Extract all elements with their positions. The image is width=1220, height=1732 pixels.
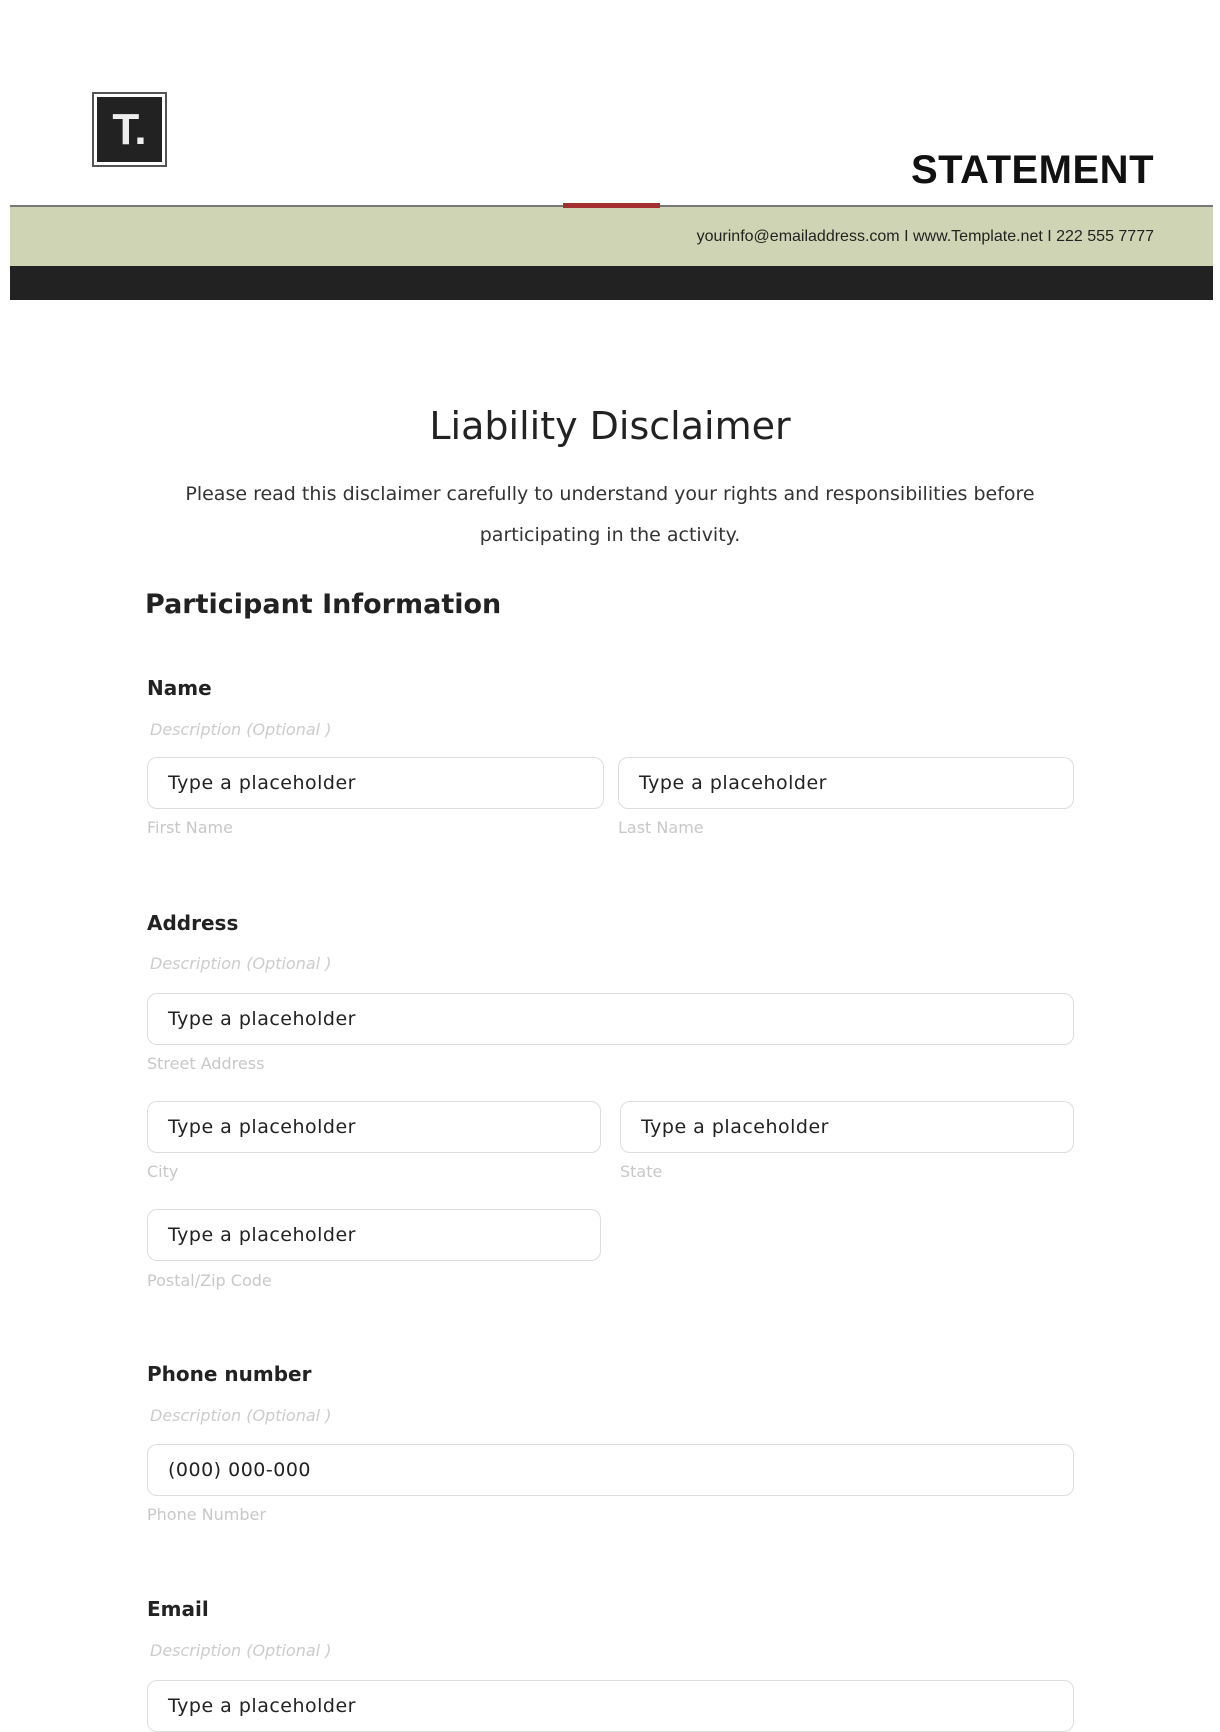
last-name-sublabel: Last Name xyxy=(618,818,704,837)
last-name-input[interactable]: Type a placeholder xyxy=(618,757,1074,809)
email-description: Description (Optional ) xyxy=(150,1641,332,1660)
address-label: Address xyxy=(147,911,239,935)
phone-input[interactable]: (000) 000-000 xyxy=(147,1444,1074,1496)
zip-sublabel: Postal/Zip Code xyxy=(147,1271,272,1290)
street-address-sublabel: Street Address xyxy=(147,1054,265,1073)
address-description: Description (Optional ) xyxy=(150,954,332,973)
first-name-input[interactable]: Type a placeholder xyxy=(147,757,604,809)
email-input[interactable]: Type a placeholder xyxy=(147,1680,1074,1732)
name-label: Name xyxy=(147,676,212,700)
phone-description: Description (Optional ) xyxy=(150,1406,332,1425)
page-title: Liability Disclaimer xyxy=(429,404,791,448)
name-description: Description (Optional ) xyxy=(150,720,332,739)
logo xyxy=(92,92,167,167)
state-input[interactable]: Type a placeholder xyxy=(620,1101,1074,1153)
document-type: STATEMENT xyxy=(911,148,1154,192)
street-address-input[interactable]: Type a placeholder xyxy=(147,993,1074,1045)
phone-sublabel: Phone Number xyxy=(147,1505,266,1524)
intro-text: Please read this disclaimer carefully to understand your rights and responsibilities before participating in the activity. xyxy=(185,483,1035,546)
phone-label: Phone number xyxy=(147,1362,312,1386)
first-name-sublabel: First Name xyxy=(147,818,233,837)
logo-mark: T. xyxy=(97,97,162,162)
city-sublabel: City xyxy=(147,1162,179,1181)
accent-bar xyxy=(563,203,660,208)
city-input[interactable]: Type a placeholder xyxy=(147,1101,601,1153)
section-heading: Participant Information xyxy=(145,589,502,620)
contact-info: yourinfo@emailaddress.com I www.Template.net I 222 555 7777 xyxy=(696,228,1154,245)
zip-input[interactable]: Type a placeholder xyxy=(147,1209,601,1261)
email-label: Email xyxy=(147,1597,209,1621)
dark-band xyxy=(10,266,1213,300)
state-sublabel: State xyxy=(620,1162,663,1181)
